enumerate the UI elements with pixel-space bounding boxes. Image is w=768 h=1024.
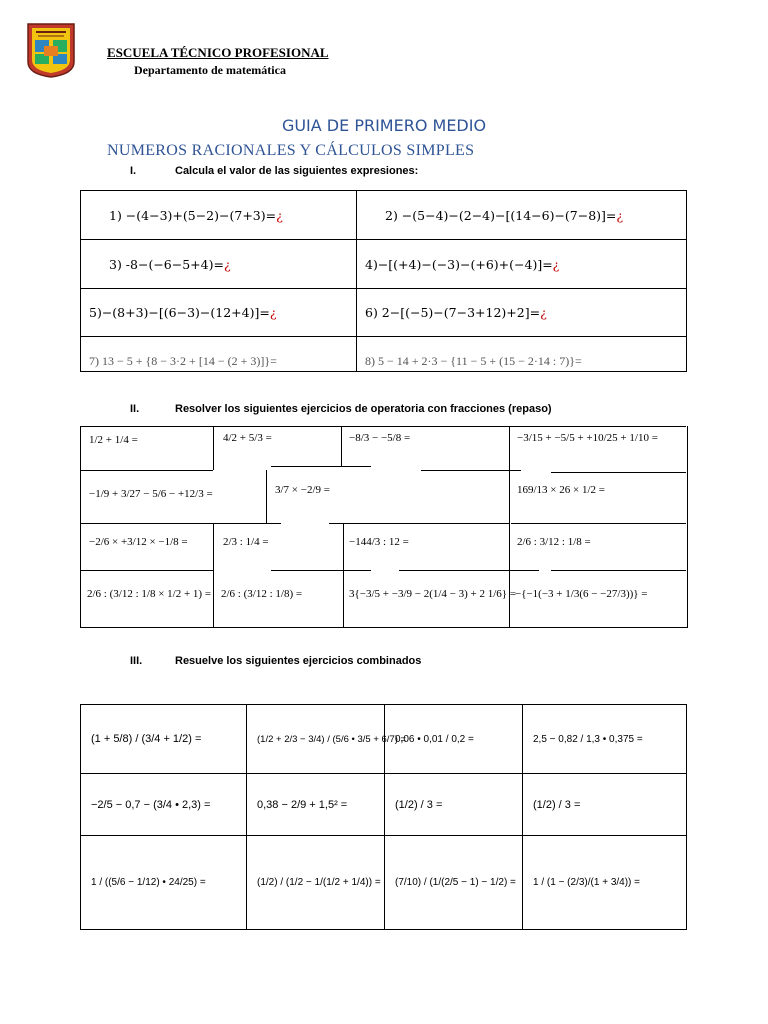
exercise-expression: 8) 5 − 14 + 2·3 − {11 − 5 + (15 − 2·14 : 7)}= <box>365 354 582 368</box>
exercise-cell <box>81 191 357 240</box>
school-logo <box>26 22 76 78</box>
exercise-cell <box>81 289 357 337</box>
combined-exercise: (1 + 5/8) / (3/4 + 1/2) = <box>81 705 247 774</box>
section-2-text: Resolver los siguientes ejercicios de operatoria con fracciones (repaso) <box>175 403 552 415</box>
fraction-exercise: −3/15 + −5/5 + +10/25 + 1/10 = <box>517 432 658 444</box>
combined-exercise: (7/10) / (1/(2/5 − 1) − 1/2) = <box>385 836 523 930</box>
combined-exercise: (1/2 + 2/3 − 3/4) / (5/6 • 3/5 + 6/7) = <box>247 705 385 774</box>
section-3-table <box>80 704 687 930</box>
combined-exercise: 1 / (1 − (2/3)/(1 + 3/4)) = <box>523 836 687 930</box>
exercise-expression: 3) -8−(−6−5+4)= <box>109 256 224 272</box>
fraction-exercise: 3/7 × −2/9 = <box>275 484 330 496</box>
fraction-exercise: −8/3 − −5/8 = <box>349 432 411 444</box>
question-mark: ¿ <box>223 256 231 272</box>
fraction-exercise: 2/6 : (3/12 : 1/8) = <box>221 588 303 600</box>
combined-exercise: (1/2) / 3 = <box>523 774 687 836</box>
combined-exercise: 2,5 − 0,82 / 1,3 • 0,375 = <box>523 705 687 774</box>
fraction-exercise: −{−1(−3 + 1/3(6 − −27/3))} = <box>515 588 648 600</box>
section-1-text: Calcula el valor de las siguientes expresiones: <box>175 165 419 177</box>
combined-exercise: (1/2) / (1/2 − 1/(1/2 + 1/4)) = <box>247 836 385 930</box>
combined-exercise: 0,06 • 0,01 / 0,2 = <box>385 705 523 774</box>
exercise-expression: 1) −(4−3)+(5−2)−(7+3)= <box>109 207 277 223</box>
exercise-cell <box>357 240 687 289</box>
fraction-exercise: 4/2 + 5/3 = <box>223 432 272 444</box>
fraction-exercise: 2/3 : 1/4 = <box>223 536 269 548</box>
page-subtitle: NUMEROS RACIONALES Y CÁLCULOS SIMPLES <box>107 142 475 159</box>
combined-exercise: 0,38 − 2/9 + 1,5² = <box>247 774 385 836</box>
department-name: Departamento de matemática <box>134 63 286 77</box>
section-1-number: I. <box>130 165 137 177</box>
exercise-expression: 6) 2−[(−5)−(7−3+12)+2]= <box>365 305 541 320</box>
question-mark: ¿ <box>269 305 277 320</box>
exercise-expression: 2) −(5−4)−(2−4)−[(14−6)−(7−8)]= <box>385 207 617 223</box>
section-3-number: III. <box>130 655 143 667</box>
exercise-cell <box>357 191 687 240</box>
school-name: ESCUELA TÉCNICO PROFESIONAL <box>107 45 329 60</box>
fraction-exercise: 169/13 × 26 × 1/2 = <box>517 484 605 496</box>
fraction-exercise: −2/6 × +3/12 × −1/8 = <box>89 536 188 548</box>
exercise-expression: 5)−(8+3)−[(6−3)−(12+4)]= <box>89 305 270 320</box>
fraction-exercise: 2/6 : (3/12 : 1/8 × 1/2 + 1) = <box>87 588 212 600</box>
section-2-grid <box>80 426 688 628</box>
fraction-exercise: −144/3 : 12 = <box>349 536 409 548</box>
fraction-exercise: 2/6 : 3/12 : 1/8 = <box>517 536 591 548</box>
exercise-cell <box>81 240 357 289</box>
section-1-table <box>80 190 687 372</box>
fraction-exercise: −1/9 + 3/27 − 5/6 − +12/3 = <box>89 488 213 500</box>
exercise-cell <box>357 337 687 372</box>
exercise-expression: 7) 13 − 5 + {8 − 3·2 + [14 − (2 + 3)]}= <box>89 354 277 368</box>
combined-exercise: −2/5 − 0,7 − (3/4 • 2,3) = <box>81 774 247 836</box>
question-mark: ¿ <box>540 305 547 320</box>
combined-exercise: 1 / ((5/6 − 1/12) • 24/25) = <box>81 836 247 930</box>
question-mark: ¿ <box>616 207 624 223</box>
section-2-number: II. <box>130 403 140 415</box>
section-3-text: Resuelve los siguientes ejercicios combinados <box>175 655 422 667</box>
exercise-cell <box>81 337 357 372</box>
combined-exercise: (1/2) / 3 = <box>385 774 523 836</box>
exercise-cell <box>357 289 687 337</box>
question-mark: ¿ <box>552 256 560 272</box>
exercise-expression: 4)−[(+4)−(−3)−(+6)+(−4)]= <box>365 256 553 272</box>
question-mark: ¿ <box>276 207 283 223</box>
fraction-exercise: 1/2 + 1/4 = <box>89 434 138 446</box>
fraction-exercise: 3{−3/5 + −3/9 − 2(1/4 − 3) + 2 1/6} = <box>349 588 517 600</box>
page-title: GUIA DE PRIMERO MEDIO <box>281 116 487 135</box>
